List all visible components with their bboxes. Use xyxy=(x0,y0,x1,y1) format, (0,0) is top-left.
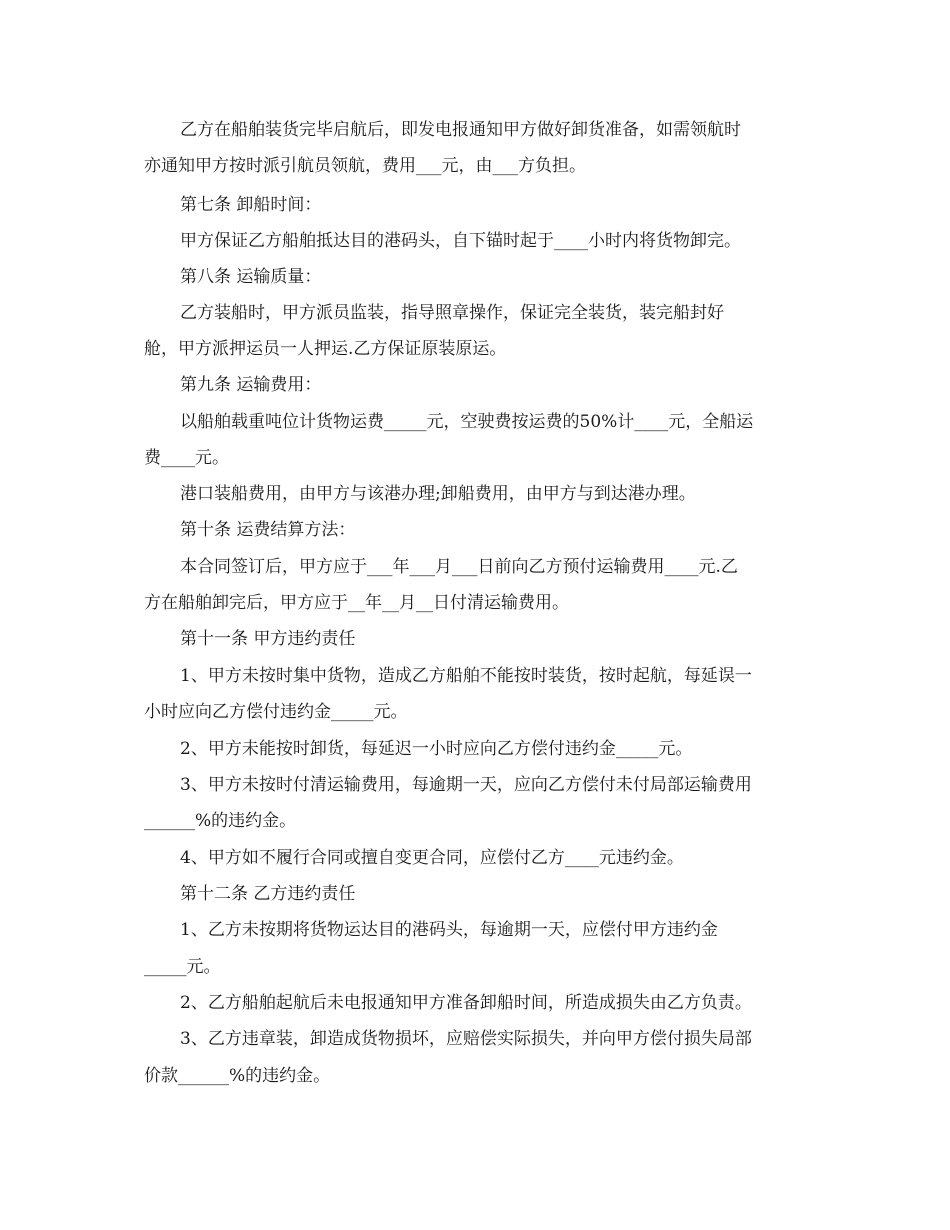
paragraph-line: _____元。 xyxy=(144,957,221,977)
paragraph-line: 1、乙方未按期将货物运达目的港码头，每逾期一天，应偿付甲方违约金 xyxy=(180,920,718,940)
section-heading: 第八条 运输质量： xyxy=(180,267,322,287)
paragraph-line: 小时应向乙方偿付违约金_____元。 xyxy=(144,702,408,722)
paragraph-line: 本合同签订后，甲方应于___年___月___日前向乙方预付运输费用____元.乙 xyxy=(180,557,738,577)
paragraph-line: 1、甲方未按时集中货物，造成乙方船舶不能按时装货，按时起航，每延误一 xyxy=(180,666,752,686)
section-heading: 第十二条 乙方违约责任 xyxy=(180,884,356,904)
paragraph-line: 以船舶载重吨位计货物运费_____元，空驶费按运费的50%计____元，全船运 xyxy=(180,412,754,432)
paragraph-line: 2、乙方船舶起航后未电报通知甲方准备卸船时间，所造成损失由乙方负责。 xyxy=(180,993,752,1013)
paragraph-line: ______%的违约金。 xyxy=(144,811,297,831)
paragraph-line: 港口装船费用，由甲方与该港办理;卸船费用，由甲方与到达港办理。 xyxy=(180,484,696,504)
paragraph-line: 3、乙方违章装，卸造成货物损坏，应赔偿实际损失，并向甲方偿付损失局部 xyxy=(180,1029,752,1049)
section-heading: 第九条 运输费用： xyxy=(180,375,322,395)
paragraph-line: 亦通知甲方按时派引航员领航，费用___元，由___方负担。 xyxy=(144,156,586,176)
section-heading: 第十一条 甲方违约责任 xyxy=(180,629,356,649)
paragraph-line: 3、甲方未按时付清运输费用，每逾期一天，应向乙方偿付未付局部运输费用 xyxy=(180,775,752,795)
section-heading: 第七条 卸船时间： xyxy=(180,195,322,215)
paragraph-line: 4、甲方如不履行合同或擅自变更合同，应偿付乙方____元违约金。 xyxy=(180,848,684,868)
paragraph-line: 2、甲方未能按时卸货，每延迟一小时应向乙方偿付违约金_____元。 xyxy=(180,739,693,759)
paragraph-line: 方在船舶卸完后，甲方应于__年__月__日付清运输费用。 xyxy=(144,593,569,613)
paragraph-line: 乙方装船时，甲方派员监装，指导照章操作，保证完全装货，装完船封好 xyxy=(180,303,724,323)
paragraph-line: 舱，甲方派押运员一人押运.乙方保证原装原运。 xyxy=(144,339,507,359)
paragraph-line: 费____元。 xyxy=(144,448,229,468)
section-heading: 第十条 运费结算方法： xyxy=(180,520,356,540)
paragraph-line: 甲方保证乙方船舶抵达目的港码头，自下锚时起于____小时内将货物卸完。 xyxy=(180,231,741,251)
paragraph-line: 乙方在船舶装货完毕启航后，即发电报通知甲方做好卸货准备，如需领航时 xyxy=(180,120,741,140)
paragraph-line: 价款______%的违约金。 xyxy=(144,1066,331,1086)
